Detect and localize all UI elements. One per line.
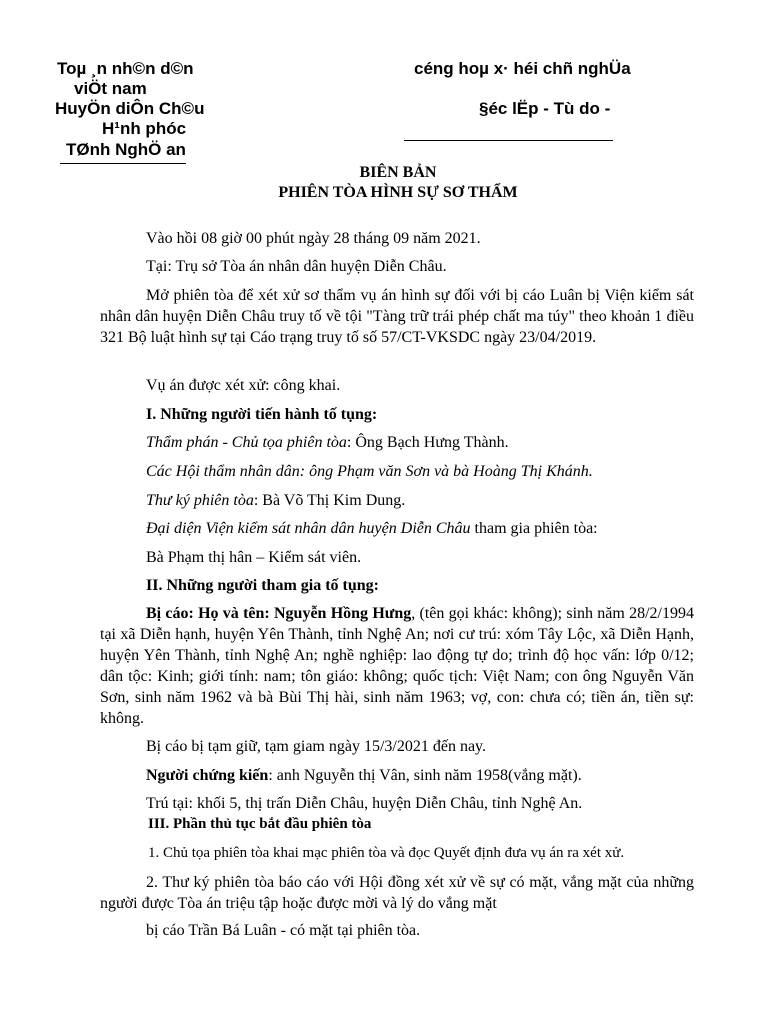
document-title: BIÊN BẢN: [359, 164, 437, 181]
country-name-line: viÖt nam: [74, 79, 147, 98]
section-3-heading: III. Phần thủ tục bắt đầu phiên tòa: [148, 816, 372, 832]
defendant-label: Bị cáo: Họ và tên: Nguyễn Hồng Hưng: [146, 605, 412, 622]
step-2-paragraph: 2. Thư ký phiên tòa báo cáo với Hội đồng xét xử về sự có mặt, vắng mặt của những người được Tòa án triệu tập hoặc được mời và lý do vắng mặt: [100, 874, 694, 912]
assessors-paragraph: Các Hội thẩm nhân dân: ông Phạm văn Sơn và bà Hoàng Thị Khánh.: [146, 463, 593, 480]
place-paragraph: Tại: Trụ sở Tòa án nhân dân huyện Diễn Châu.: [146, 258, 447, 275]
residence-paragraph: Trú tại: khối 5, thị trấn Diễn Châu, huyện Diễn Châu, tỉnh Nghệ An.: [146, 795, 583, 812]
clerk-paragraph: [100, 490, 694, 511]
header-underline-right: [404, 140, 613, 141]
procuracy-label: Đại diện Viện kiểm sát nhân dân huyện Diễn Châu: [146, 520, 471, 537]
procuracy-paragraph: [100, 518, 694, 539]
public-trial-paragraph: Vụ án được xét xử: công khai.: [146, 377, 341, 394]
witness-paragraph: [100, 765, 694, 786]
court-name-line: Toµ ¸n nh©n d©n: [57, 59, 194, 78]
motto-line: §éc lËp - Tù do -: [479, 99, 611, 118]
time-paragraph: Vào hồi 08 giờ 00 phút ngày 28 tháng 09 năm 2021.: [146, 230, 481, 247]
clerk-label: Thư ký phiên tòa: [146, 492, 254, 509]
national-title-line: céng hoµ x· héi chñ nghÜa: [414, 59, 631, 78]
district-name-line: HuyÖn diÔn Ch©u: [55, 99, 205, 118]
opening-paragraph: Mở phiên tòa để xét xử sơ thẩm vụ án hình sự đối với bị cáo Luân bị Viện kiểm sát nhân dân huyện Diễn Châu truy tố về tội "Tàng trữ trái phép chất ma túy" theo khoản 1 điều 321 Bộ luật hình sự tại Cáo trạng truy tố số 57/CT-VKSDC ngày 23/04/2019.: [100, 287, 694, 346]
witness-value: : anh Nguyễn thị Vân, sinh năm 1958(vắng mặt).: [268, 767, 582, 784]
step-1-paragraph: 1. Chủ tọa phiên tòa khai mạc phiên tòa và đọc Quyết định đưa vụ án ra xét xử.: [148, 845, 625, 861]
prosecutor-paragraph: Bà Phạm thị hân – Kiểm sát viên.: [146, 549, 362, 566]
judge-value: : Ông Bạch Hưng Thành.: [346, 434, 509, 451]
province-name-line: TØnh NghÖ an: [66, 140, 186, 159]
defendant-paragraph: [100, 603, 694, 729]
happiness-line: H¹nh phóc: [102, 119, 187, 138]
detention-paragraph: Bị cáo bị tạm giữ, tạm giam ngày 15/3/2021 đến nay.: [146, 738, 487, 755]
witness-label: Người chứng kiến: [146, 767, 269, 784]
section-1-heading: I. Những người tiến hành tố tụng:: [146, 406, 378, 423]
section-2-heading: II. Những người tham gia tố tụng:: [146, 577, 379, 594]
procuracy-value: tham gia phiên tòa:: [470, 520, 598, 537]
defendant-details: , (tên gọi khác: không); sinh năm 28/2/1994 tại xã Diễn hạnh, huyện Yên Thành, tỉnh Nghệ An; nơi cư trú: xóm Tây Lộc, xã Diễn Hạnh, huyện Yên Thành, tỉnh Nghệ An; nghề nghiệp: lao động tự do; trình độ học vấn: lớp 0/12; dân tộc: Kinh; giới tính: nam; tôn giáo: không; quốc tịch: Việt Nam; con ông Nguyễn Văn Sơn, sinh năm 1962 và bà Bùi Thị hài, sinh năm 1963; vợ, con: chưa có; tiền án, tiền sự: không.: [100, 605, 694, 727]
judge-label: Thẩm phán - Chủ tọa phiên tòa: [146, 434, 347, 451]
clerk-value: : Bà Võ Thị Kim Dung.: [253, 492, 406, 509]
document-subtitle: PHIÊN TÒA HÌNH SỰ SƠ THẨM: [278, 184, 518, 201]
judge-paragraph: [100, 432, 694, 453]
defendant-present-paragraph: bị cáo Trần Bá Luân - có mặt tại phiên tòa.: [146, 922, 421, 939]
